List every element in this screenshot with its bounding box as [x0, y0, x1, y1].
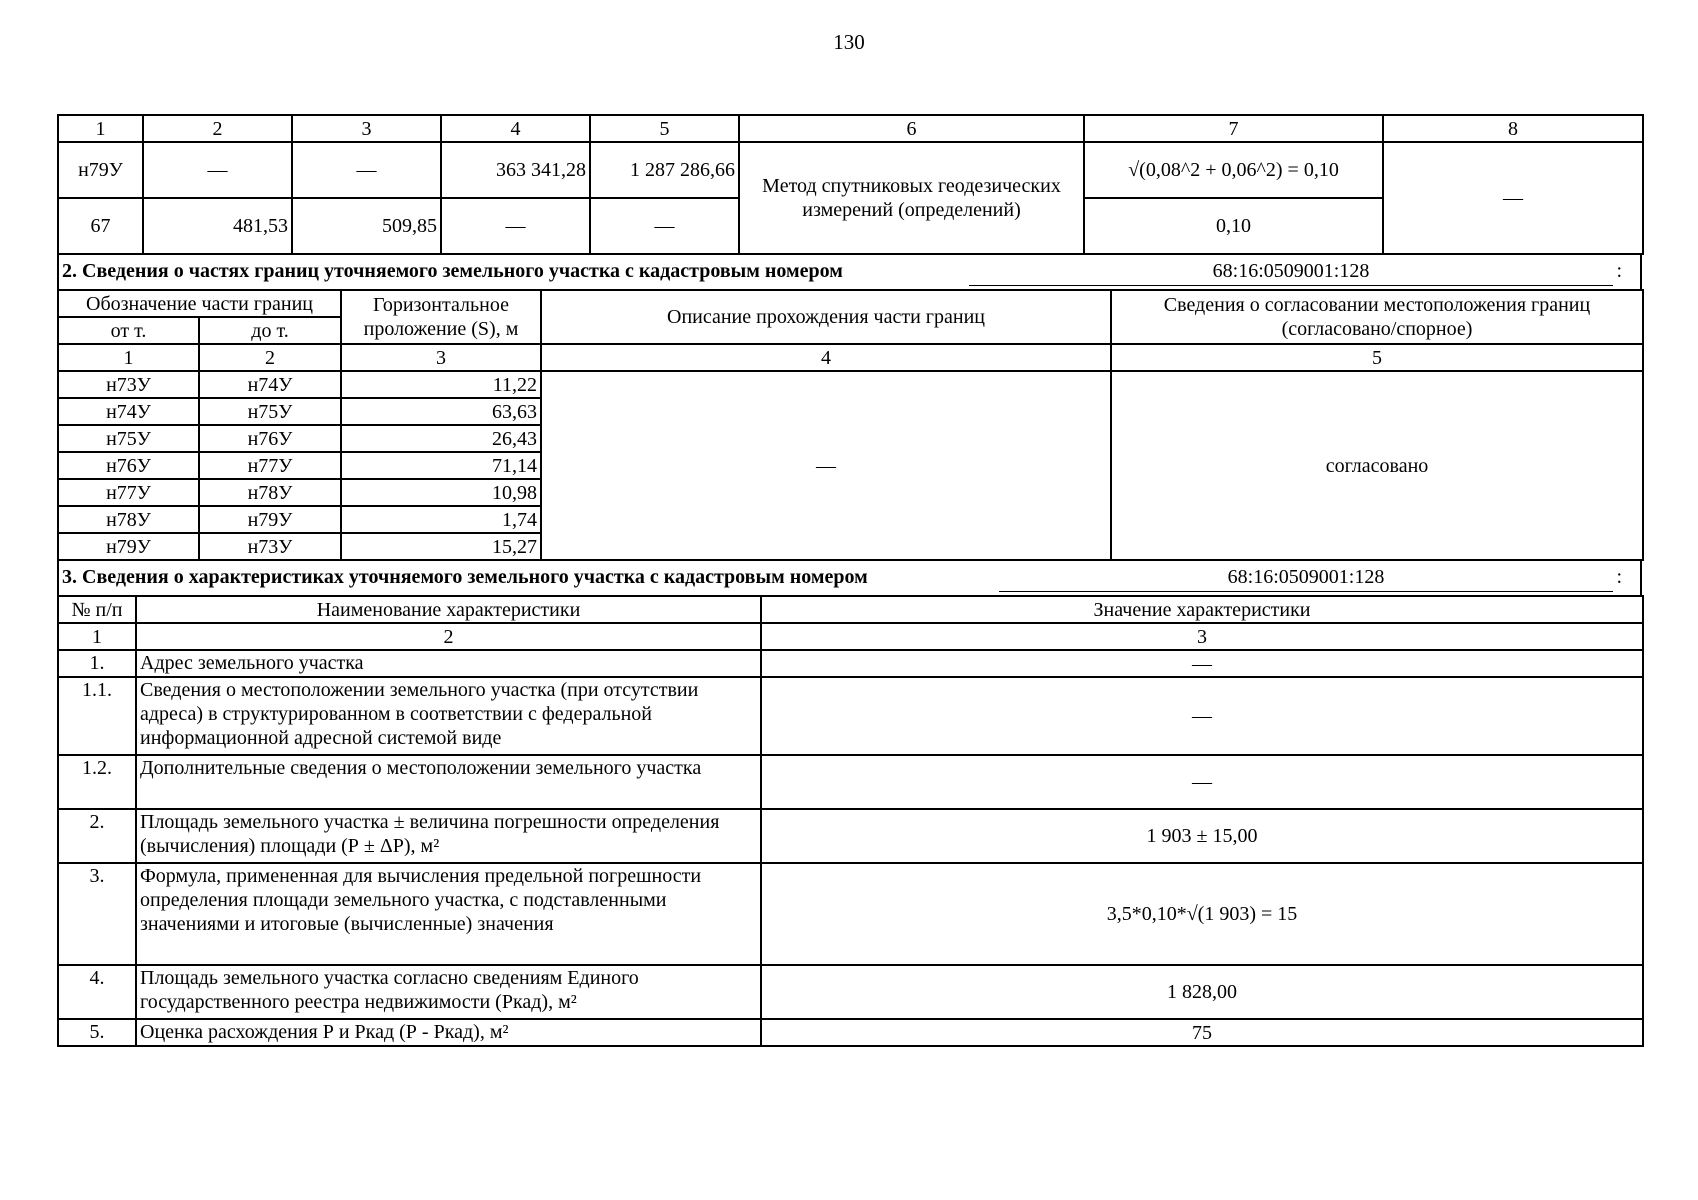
section-3-header	[59, 561, 1640, 595]
designation-header: Обозначение части границ	[58, 290, 341, 317]
agreement-cell: согласовано	[1111, 371, 1643, 560]
characteristic-name: Площадь земельного участка согласно сведениям Единого государственного реестра недвижимости (Ркад), м²	[136, 965, 761, 1019]
col-header-3: 3	[292, 115, 441, 142]
table-row	[58, 965, 1643, 1019]
length-value: 63,63	[341, 398, 541, 425]
table-row	[58, 1019, 1643, 1046]
row-number: 3.	[58, 863, 136, 965]
value-header: Значение характеристики	[761, 596, 1643, 623]
row-number: 5.	[58, 1019, 136, 1046]
cell: 481,53	[143, 198, 292, 254]
to-point: н76У	[199, 425, 341, 452]
col-number: 2	[136, 623, 761, 650]
cell: —	[1383, 142, 1643, 254]
page-number: 130	[833, 30, 865, 54]
characteristic-value: 75	[761, 1019, 1643, 1046]
coord-y: 1 287 286,66	[590, 142, 739, 198]
length-value: 26,43	[341, 425, 541, 452]
characteristic-value: —	[761, 677, 1643, 755]
length-value: 1,74	[341, 506, 541, 533]
description-header: Описание прохождения части границ	[541, 290, 1111, 344]
col-number: 1	[58, 344, 199, 371]
col-number: 4	[541, 344, 1111, 371]
to-point: н77У	[199, 452, 341, 479]
col-header-7: 7	[1084, 115, 1383, 142]
from-point: н73У	[58, 371, 199, 398]
col-header-6: 6	[739, 115, 1084, 142]
characteristic-value: 3,5*0,10*√(1 903) = 15	[761, 863, 1643, 965]
section-title: 3. Сведения о характеристиках уточняемого земельного участка с кадастровым номером	[62, 566, 868, 588]
colon: :	[1616, 566, 1622, 588]
row-number: 1.	[58, 650, 136, 677]
to-point: н73У	[199, 533, 341, 560]
from-point: н74У	[58, 398, 199, 425]
characteristic-name: Адрес земельного участка	[136, 650, 761, 677]
length-value: 15,27	[341, 533, 541, 560]
cadastral-number: 68:16:0509001:128	[969, 259, 1613, 286]
col-header-8: 8	[1383, 115, 1643, 142]
section-title: 2. Сведения о частях границ уточняемого земельного участка с кадастровым номером	[62, 260, 843, 282]
agreement-header: Сведения о согласовании местоположения границ (согласовано/спорное)	[1111, 290, 1643, 344]
accuracy-value: 0,10	[1084, 198, 1383, 254]
table-row	[58, 809, 1643, 863]
from-point: н75У	[58, 425, 199, 452]
length-header: Горизонтальное проложение (S), м	[341, 290, 541, 344]
table-row	[58, 142, 1643, 198]
col-header-4: 4	[441, 115, 590, 142]
from-point: н79У	[58, 533, 199, 560]
characteristic-name: Дополнительные сведения о местоположении земельного участка	[136, 755, 761, 809]
from-point: н76У	[58, 452, 199, 479]
col-header-2: 2	[143, 115, 292, 142]
from-header: от т.	[58, 317, 199, 344]
characteristic-name: Сведения о местоположении земельного участка (при отсутствии адреса) в структурированном в соответствии с федеральной информационной адресной системой виде	[136, 677, 761, 755]
col-header-1: 1	[58, 115, 143, 142]
table-row	[58, 863, 1643, 965]
characteristic-name: Формула, примененная для вычисления предельной погрешности определения площади земельного участка, с подставленными значениями и итоговые (вычисленные) значения	[136, 863, 761, 965]
col-number: 5	[1111, 344, 1643, 371]
to-header: до т.	[199, 317, 341, 344]
col-header-5: 5	[590, 115, 739, 142]
colon: :	[1616, 260, 1622, 282]
section-2-header	[59, 255, 1640, 289]
length-value: 10,98	[341, 479, 541, 506]
to-point: н78У	[199, 479, 341, 506]
col-number: 3	[341, 344, 541, 371]
characteristic-value: —	[761, 755, 1643, 809]
point-name: н79У	[58, 142, 143, 198]
characteristic-value: —	[761, 650, 1643, 677]
col-number: 2	[199, 344, 341, 371]
table-row	[58, 650, 1643, 677]
to-point: н74У	[199, 371, 341, 398]
description-cell: —	[541, 371, 1111, 560]
characteristic-name: Площадь земельного участка ± величина погрешности определения (вычисления) площади (Р ± ΔР), м²	[136, 809, 761, 863]
length-value: 11,22	[341, 371, 541, 398]
cell: —	[143, 142, 292, 198]
coordinates-table	[57, 114, 1644, 255]
point-name: 67	[58, 198, 143, 254]
table-row	[58, 677, 1643, 755]
row-number: 1.2.	[58, 755, 136, 809]
characteristic-value: 1 828,00	[761, 965, 1643, 1019]
num-header: № п/п	[58, 596, 136, 623]
coord-x: 363 341,28	[441, 142, 590, 198]
length-value: 71,14	[341, 452, 541, 479]
cell: 509,85	[292, 198, 441, 254]
row-number: 1.1.	[58, 677, 136, 755]
cadastral-number: 68:16:0509001:128	[999, 565, 1613, 592]
coord-x: —	[441, 198, 590, 254]
method-cell: Метод спутниковых геодезических измерений (определений)	[739, 142, 1084, 254]
from-point: н78У	[58, 506, 199, 533]
characteristic-value: 1 903 ± 15,00	[761, 809, 1643, 863]
characteristic-name: Оценка расхождения Р и Ркад (Р - Ркад), м²	[136, 1019, 761, 1046]
col-number: 1	[58, 623, 136, 650]
coord-y: —	[590, 198, 739, 254]
accuracy-formula: √(0,08^2 + 0,06^2) = 0,10	[1084, 142, 1383, 198]
row-number: 2.	[58, 809, 136, 863]
document-content	[57, 114, 1642, 1047]
boundary-parts-table	[57, 289, 1644, 561]
col-number: 3	[761, 623, 1643, 650]
to-point: н79У	[199, 506, 341, 533]
characteristics-table	[57, 595, 1644, 1047]
name-header: Наименование характеристики	[136, 596, 761, 623]
row-number: 4.	[58, 965, 136, 1019]
table-row	[58, 371, 1643, 398]
from-point: н77У	[58, 479, 199, 506]
table-row	[58, 755, 1643, 809]
cell: —	[292, 142, 441, 198]
to-point: н75У	[199, 398, 341, 425]
